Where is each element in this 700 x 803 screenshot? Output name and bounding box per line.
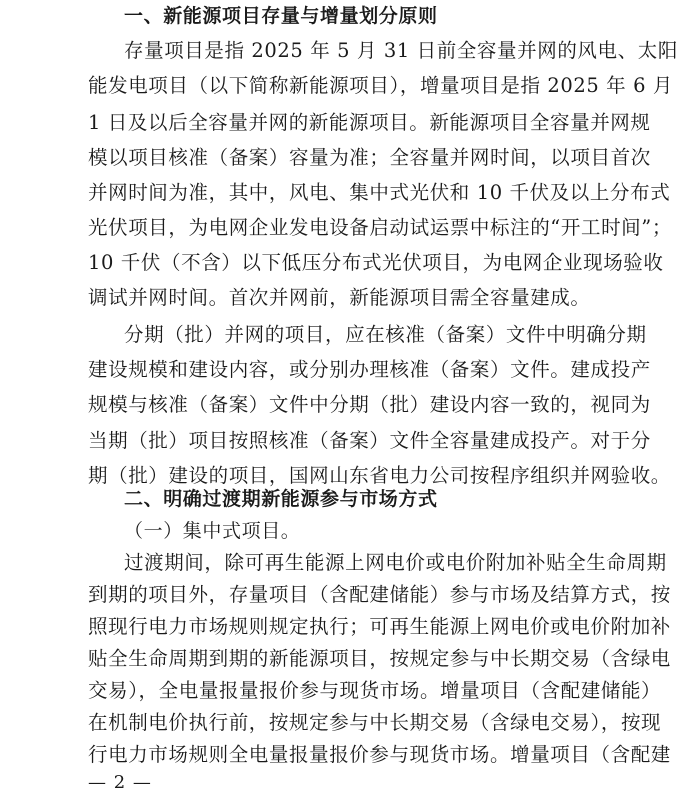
paragraph-3-line: 在机制电价执行前，按规定参与中长期交易（含绿电交易），按现 bbox=[88, 711, 662, 734]
section-heading-1: 一、新能源项目存量与增量划分原则 bbox=[124, 5, 438, 27]
paragraph-3-line: 行电力市场规则全电量报量报价参与现货市场。增量项目（含配建 bbox=[88, 743, 671, 766]
paragraph-3-line: 到期的项目外，存量项目（含配建储能）参与市场及结算方式，按 bbox=[88, 583, 671, 606]
paragraph-1-line: 能发电项目（以下简称新能源项目），增量项目是指 2025 年 6 月 bbox=[88, 74, 673, 97]
paragraph-2-line: 建设规模和建设内容，或分别办理核准（备案）文件。建成投产 bbox=[88, 358, 651, 381]
paragraph-3-line: 交易），全电量报量报价参与现货市场。增量项目（含配建储能） bbox=[88, 679, 662, 702]
paragraph-2-line: 当期（批）项目按照核准（备案）文件全容量建成投产。对于分 bbox=[88, 429, 651, 452]
section-heading-2: 二、明确过渡期新能源参与市场方式 bbox=[124, 488, 438, 510]
paragraph-1-line: 1 日及以后全容量并网的新能源项目。新能源项目全容量并网规 bbox=[88, 111, 651, 134]
paragraph-3-line: 过渡期间，除可再生能源上网电价或电价附加补贴全生命周期 bbox=[124, 551, 667, 574]
paragraph-1-line: 存量项目是指 2025 年 5 月 31 日前全容量并网的风电、太阳 bbox=[124, 39, 678, 62]
paragraph-1-line: 调试并网时间。首次并网前，新能源项目需全容量建成。 bbox=[88, 286, 591, 309]
paragraph-2-line: 分期（批）并网的项目，应在核准（备案）文件中明确分期 bbox=[124, 323, 647, 346]
paragraph-1-line: 并网时间为准，其中，风电、集中式光伏和 10 千伏及以上分布式 bbox=[88, 181, 671, 204]
paragraph-2-line: 规模与核准（备案）文件中分期（批）建设内容一致的，视同为 bbox=[88, 393, 651, 416]
paragraph-3-line: 照现行电力市场规则规定执行；可再生能源上网电价或电价附加补 bbox=[88, 615, 671, 638]
paragraph-3-line: 贴全生命周期到期的新能源项目，按规定参与中长期交易（含绿电 bbox=[88, 647, 671, 670]
paragraph-1-line: 模以项目核准（备案）容量为准；全容量并网时间，以项目首次 bbox=[88, 146, 651, 169]
paragraph-1-line: 10 千伏（不含）以下低压分布式光伏项目，为电网企业现场验收 bbox=[88, 251, 664, 274]
paragraph-1-line: 光伏项目，为电网企业发电设备启动试运票中标注的“开工时间”； bbox=[88, 216, 672, 239]
paragraph-2-line: 期（批）建设的项目，国网山东省电力公司按程序组织并网验收。 bbox=[88, 464, 671, 487]
page-number: — 2 — bbox=[88, 772, 152, 793]
subsection-heading: （一）集中式项目。 bbox=[124, 520, 301, 542]
